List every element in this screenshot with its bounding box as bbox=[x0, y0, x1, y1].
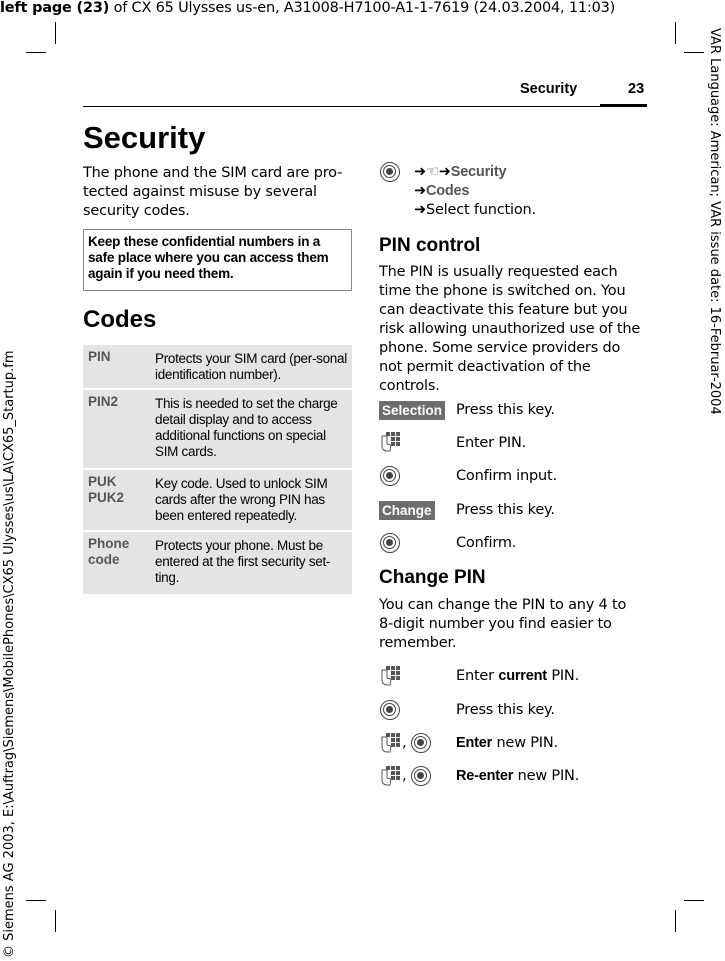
step-text: Enter PIN. bbox=[456, 435, 527, 451]
arrow-icon: ➜ bbox=[414, 164, 426, 180]
arrow-icon: ➜ bbox=[414, 183, 426, 199]
crop-mark bbox=[55, 910, 56, 932]
arrow-icon: ➜ bbox=[414, 202, 426, 218]
t: current bbox=[498, 668, 547, 684]
menu-item-codes: Codes bbox=[425, 183, 470, 199]
code-label: Phone code bbox=[88, 536, 130, 567]
step-text bbox=[456, 734, 558, 753]
comma: , bbox=[402, 768, 407, 784]
pin-control-heading: PIN control bbox=[379, 235, 481, 256]
crop-mark bbox=[684, 900, 704, 901]
code-label: PIN bbox=[88, 349, 111, 364]
var-info: VAR Language: American; VAR issue date: 16-Februar-2004 bbox=[707, 28, 722, 415]
step-text bbox=[456, 667, 579, 686]
crop-mark bbox=[55, 22, 56, 44]
crop-mark bbox=[675, 22, 676, 44]
step-text bbox=[456, 767, 579, 786]
crop-mark bbox=[675, 910, 676, 932]
step-text: Press this key. bbox=[456, 402, 555, 418]
page-number: 23 bbox=[628, 81, 645, 97]
t: Re-enter bbox=[456, 768, 514, 784]
keypad-icon bbox=[380, 432, 400, 452]
crop-mark bbox=[26, 52, 46, 53]
navigation-key-icon bbox=[411, 733, 431, 753]
document-header bbox=[0, 0, 615, 16]
navigation-key-icon bbox=[380, 533, 400, 553]
navigation-key-icon bbox=[380, 162, 400, 182]
softkey-change: Change bbox=[379, 501, 435, 520]
divider bbox=[83, 106, 647, 107]
softkey-selection: Selection bbox=[379, 401, 445, 420]
code-desc: Key code. Used to unlock SIM cards after the wrong PIN has been entered repeatedly. bbox=[155, 476, 328, 523]
code-desc: Protects your SIM card (per-sonal identification number). bbox=[155, 351, 347, 382]
step-text: Confirm input. bbox=[456, 468, 557, 484]
comma: , bbox=[402, 735, 407, 751]
table-row bbox=[83, 390, 352, 468]
navigation-key-icon bbox=[380, 700, 400, 720]
t: Enter bbox=[456, 735, 493, 751]
change-pin-text: You can change the PIN to any 4 to 8-digit number you find easier to remember. bbox=[379, 597, 627, 651]
table-row bbox=[83, 470, 352, 530]
copyright-path: © Siemens AG 2003, E:\Auftrag\Siemens\MobilePhones\CX65 Ulysses\us\LA\CX65_Startup.fm bbox=[2, 350, 17, 958]
menu-path-1 bbox=[414, 163, 506, 182]
running-head-title: Security bbox=[520, 81, 578, 97]
table-row bbox=[83, 532, 352, 594]
code-label: PIN2 bbox=[88, 394, 119, 409]
t: new PIN. bbox=[513, 768, 580, 784]
keypad-icon bbox=[380, 733, 400, 753]
navigation-key-icon bbox=[380, 466, 400, 486]
page-title: Security bbox=[83, 120, 206, 155]
keypad-icon bbox=[380, 666, 400, 686]
menu-path-text: Select function. bbox=[425, 202, 536, 218]
t: Enter bbox=[456, 668, 499, 684]
t: new PIN. bbox=[492, 735, 558, 751]
arrow-icon: ➜ bbox=[438, 164, 451, 180]
divider bbox=[600, 104, 647, 107]
header-info: of CX 65 Ulysses us-en, A31008-H7100-A1-1-7619 (24.03.2004, 11:03) bbox=[109, 0, 616, 16]
code-desc: Protects your phone. Must be entered at the first security set-ting. bbox=[155, 538, 331, 585]
codes-heading: Codes bbox=[83, 306, 157, 333]
table-row bbox=[83, 345, 352, 388]
navigation-key-icon bbox=[411, 766, 431, 786]
change-pin-heading: Change PIN bbox=[379, 567, 486, 588]
keypad-icon bbox=[380, 766, 400, 786]
crop-mark bbox=[684, 52, 704, 53]
menu-item-security: Security bbox=[450, 164, 507, 180]
setup-hand-icon: ☜ bbox=[425, 164, 439, 180]
intro-text: The phone and the SIM card are pro-tected against misuse by several security codes. bbox=[83, 165, 343, 219]
note-box: Keep these confidential numbers in a safe place where you can access them again if you need them. bbox=[83, 229, 352, 291]
header-page: left page (23) bbox=[0, 0, 110, 16]
t: PIN. bbox=[546, 668, 579, 684]
code-label: PUK PUK2 bbox=[88, 474, 125, 505]
code-desc: This is needed to set the charge detail display and to access additional functions on special SIM cards. bbox=[155, 396, 338, 459]
step-text: Confirm. bbox=[456, 535, 517, 551]
pin-control-text: The PIN is usually requested each time the phone is switched on. You can deactivate this feature but you risk allowing unauthorized use of the phone. Some service providers do not permit deactivation of the controls. bbox=[379, 264, 641, 394]
step-text: Press this key. bbox=[456, 702, 555, 718]
menu-path-3 bbox=[414, 201, 536, 220]
step-text: Press this key. bbox=[456, 502, 555, 518]
menu-path-2 bbox=[414, 182, 469, 201]
crop-mark bbox=[26, 900, 46, 901]
